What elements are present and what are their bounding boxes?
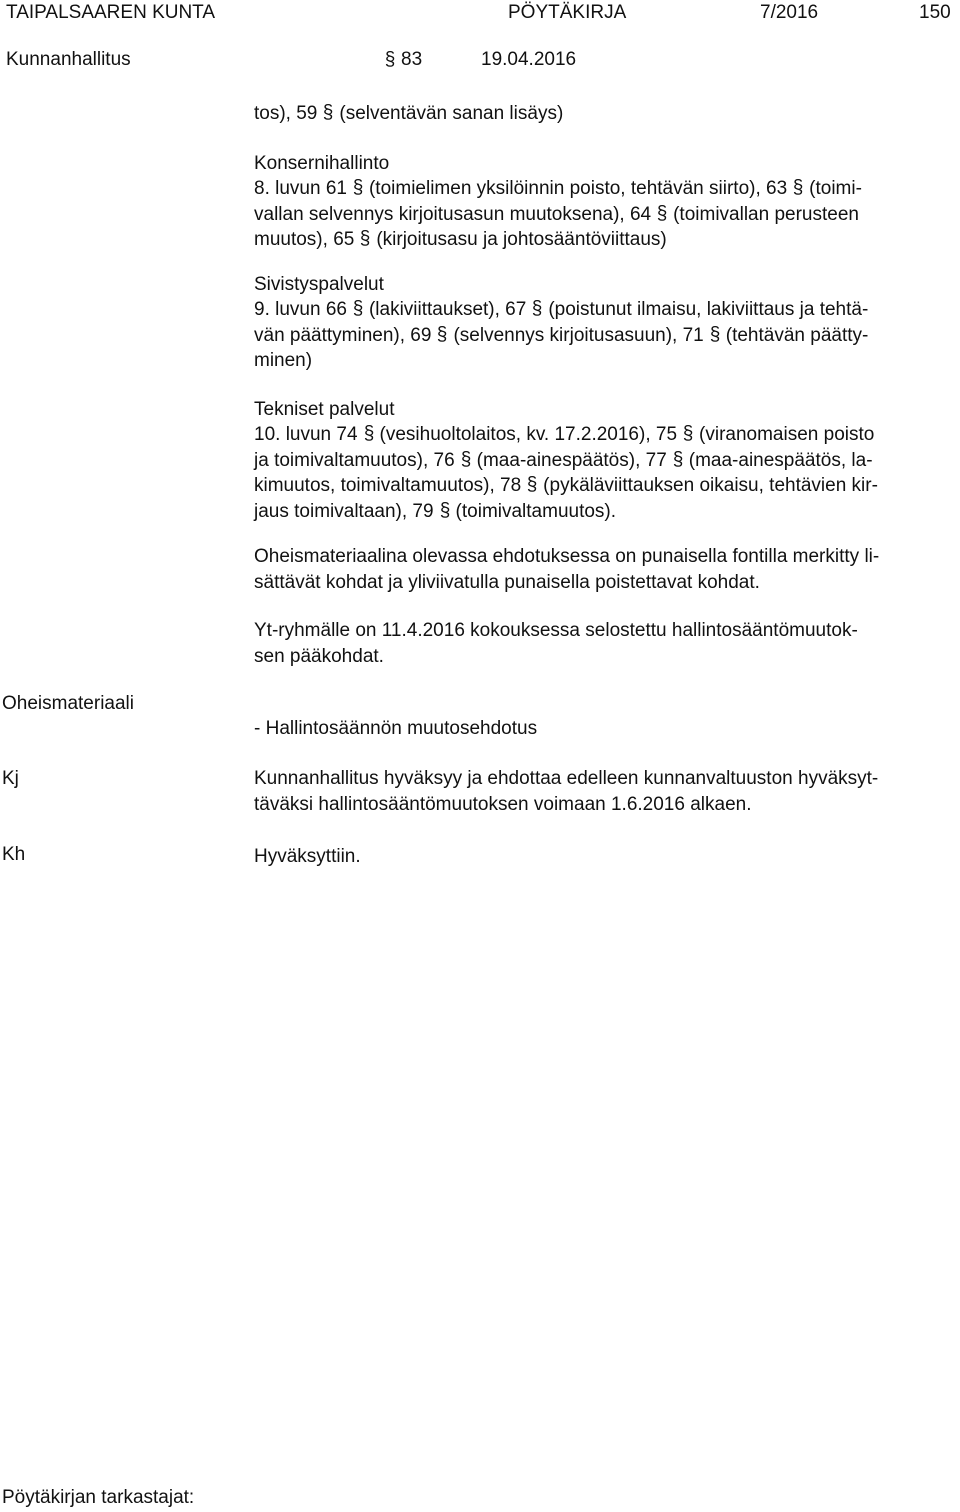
section-icon	[435, 324, 449, 344]
issue-number: 7/2016	[760, 2, 819, 23]
footer-reviewers-label: Pöytäkirjan tarkastajat:	[2, 1487, 195, 1508]
attachment-item: - Hallintosäännön muutosehdotus	[254, 718, 538, 739]
document-type: PÖYTÄKIRJA	[508, 2, 627, 23]
section-icon	[362, 423, 376, 443]
label-kh: Kh	[2, 844, 26, 865]
meeting-date: 19.04.2016	[481, 49, 577, 70]
paragraph-yt-group: Yt-ryhmälle on 11.4.2016 kokouksessa selostettu hallintosääntömuutok- sen pääkohdat.	[254, 620, 858, 667]
section-icon	[655, 203, 669, 223]
heading-sivistyspalvelut: Sivistyspalvelut	[254, 274, 384, 295]
section-icon	[459, 449, 473, 469]
municipality-name: TAIPALSAAREN KUNTA	[6, 2, 216, 23]
label-oheismateriaali: Oheismateriaali	[2, 693, 134, 714]
heading-konsernihallinto: Konsernihallinto	[254, 153, 390, 174]
section-icon	[525, 474, 539, 494]
section-icon	[321, 102, 335, 122]
section-icon	[358, 228, 372, 248]
section-icon	[438, 500, 452, 520]
section-icon	[351, 177, 365, 197]
paragraph-material-note: Oheismateriaalina olevassa ehdotuksessa on punaisella fontilla merkitty li- sättävät kohdat ja yliviivatulla punaisella poistettavat kohdat.	[254, 546, 880, 593]
section-icon	[671, 449, 685, 469]
section-icon	[383, 49, 397, 71]
proposal-kj: Kunnanhallitus hyväksyy ja ehdottaa edelleen kunnanvaltuuston hyväksyt- täväksi hallintosääntömuutoksen voimaan 1.6.2016 alkaen.	[254, 768, 879, 815]
page-number: 150	[919, 2, 951, 23]
section-icon	[530, 298, 544, 318]
label-kj: Kj	[2, 768, 19, 789]
heading-tekniset-palvelut: Tekniset palvelut	[254, 399, 395, 420]
paragraph-continued: tos), 59 (selventävän sanan lisäys)	[254, 103, 564, 124]
section-icon	[681, 423, 695, 443]
paragraph-tekniset-palvelut: 10. luvun 74 (vesihuoltolaitos, kv. 17.2.2016), 75 (viranomaisen poisto ja toimivaltamuutos), 76 (maa-ainespäätös), 77 (maa-ainespäätös, la- kimuutos, toimivaltamuutos), 78 (pykäläviittauksen oikaisu, tehtävien kir- jaus toimivaltaan), 79 (toimivaltamuutos).	[254, 424, 878, 522]
paragraph-konsernihallinto: 8. luvun 61 (toimielimen yksilöinnin poisto, tehtävän siirto), 63 (toimi- vallan selvennys kirjoitusasun muutoksena), 64 (toimivallan perusteen muutos), 65 (kirjoitusasu ja johtosääntöviittaus)	[254, 178, 862, 250]
section-icon	[351, 298, 365, 318]
paragraph-sivistyspalvelut: 9. luvun 66 (lakiviittaukset), 67 (poistunut ilmaisu, lakiviittaus ja tehtä- vän päättyminen), 69 (selvennys kirjoitusasuun), 71 (tehtävän päätty- minen)	[254, 299, 869, 371]
section-number: 83	[401, 49, 423, 70]
decision-kh: Hyväksyttiin.	[254, 846, 361, 867]
section-icon	[791, 177, 805, 197]
section-icon	[708, 324, 722, 344]
body-name: Kunnanhallitus	[6, 49, 131, 70]
